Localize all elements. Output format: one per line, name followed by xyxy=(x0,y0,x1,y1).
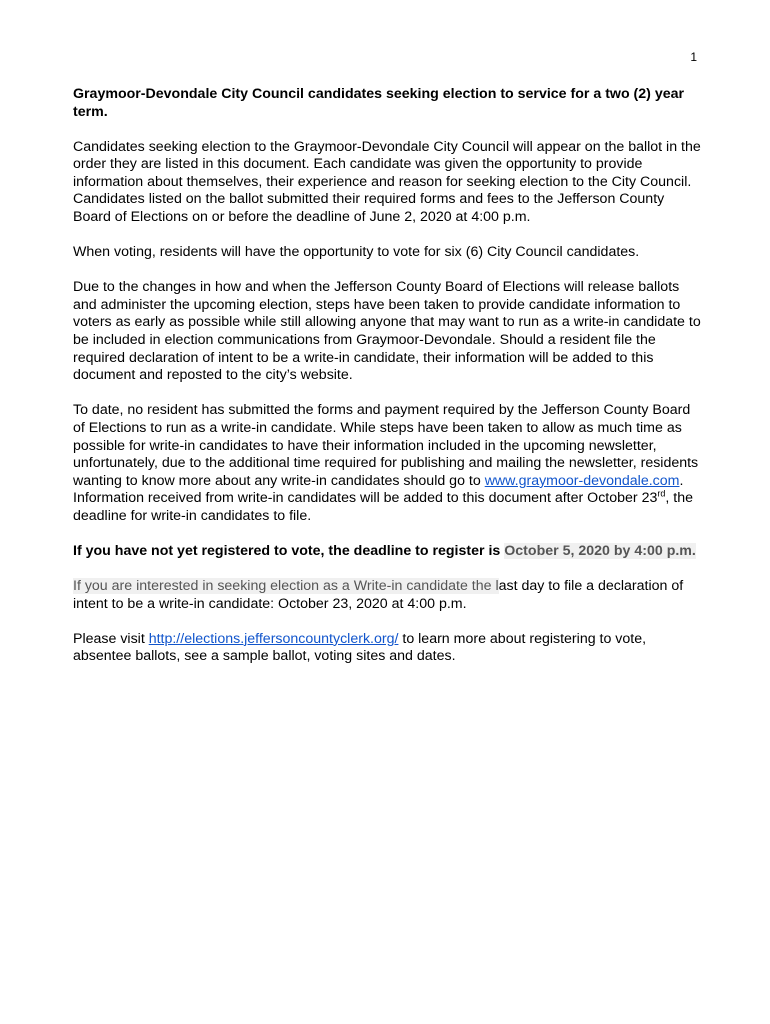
write-in-status-text: To date, no resident has submitted the forms and payment required by the Jefferson County Board of Elections to run as a write-in candidate. While steps have been taken to allow as much time as possible for write-in candidates to have their information included in the upcoming newsletter, unfortunately, due to the additional time required for publishing and mailing the newsletter, residents wanting to know more about any write-in candidates should go to xyxy=(73,402,699,489)
write-in-status-paragraph xyxy=(73,402,701,525)
write-in-deadline-highlight: If you are interested in seeking election as a Write-in candidate the l xyxy=(73,578,499,595)
ordinal-suffix: rd xyxy=(657,488,666,499)
registration-deadline-lead: If you have not yet registered to vote, the deadline to register is xyxy=(73,542,505,559)
more-info-text: to learn more about registering to vote, absentee ballots, see a sample ballot, voting sites and dates. xyxy=(73,630,647,665)
write-in-deadline-paragraph xyxy=(73,578,701,613)
more-info-lead: Please visit xyxy=(73,630,149,647)
write-in-status-text-end: , the deadline for write-in candidates to file. xyxy=(73,490,693,524)
write-in-deadline-text: ast day to file a declaration of intent to be a write-in candidate: October 23, 2020 at 4:00 p.m. xyxy=(73,578,684,612)
page-number: 1 xyxy=(690,50,697,64)
write-in-status-text-cont: . Information received from write-in candidates will be added to this document after October 23 xyxy=(73,472,684,507)
write-in-process-paragraph: Due to the changes in how and when the Jefferson County Board of Elections will release ballots and administer the upcoming election, steps have been taken to provide candidate information to voters as early as possible while still allowing anyone that may want to run as a write-in candidate to be included in election communications from Graymoor-Devondale. Should a resident file the required declaration of intent to be a write-in candidate, their information will be added to this document and reposted to the city’s website. xyxy=(73,279,701,384)
county-clerk-link[interactable]: http://elections.jeffersoncountyclerk.org/ xyxy=(148,630,399,647)
registration-deadline-paragraph xyxy=(73,543,701,561)
city-website-link[interactable]: www.graymoor-devondale.com xyxy=(484,472,680,489)
document-heading: Graymoor-Devondale City Council candidates seeking election to service for a two (2) year term. xyxy=(73,86,685,120)
intro-paragraph: Candidates seeking election to the Graymoor-Devondale City Council will appear on the ballot in the order they are listed in this document. Each candidate was given the opportunity to provide information about themselves, their experience and reason for seeking election to the City Council. Candidates listed on the ballot submitted their required forms and fees to the Jefferson County Board of Elections on or before the deadline of June 2, 2020 at 4:00 p.m. xyxy=(73,138,701,226)
more-info-paragraph xyxy=(73,631,701,666)
registration-deadline-date: October 5, 2020 by 4:00 p.m. xyxy=(504,542,696,559)
voting-paragraph: When voting, residents will have the opportunity to vote for six (6) City Council candidates. xyxy=(73,244,640,261)
document-body xyxy=(73,86,701,683)
